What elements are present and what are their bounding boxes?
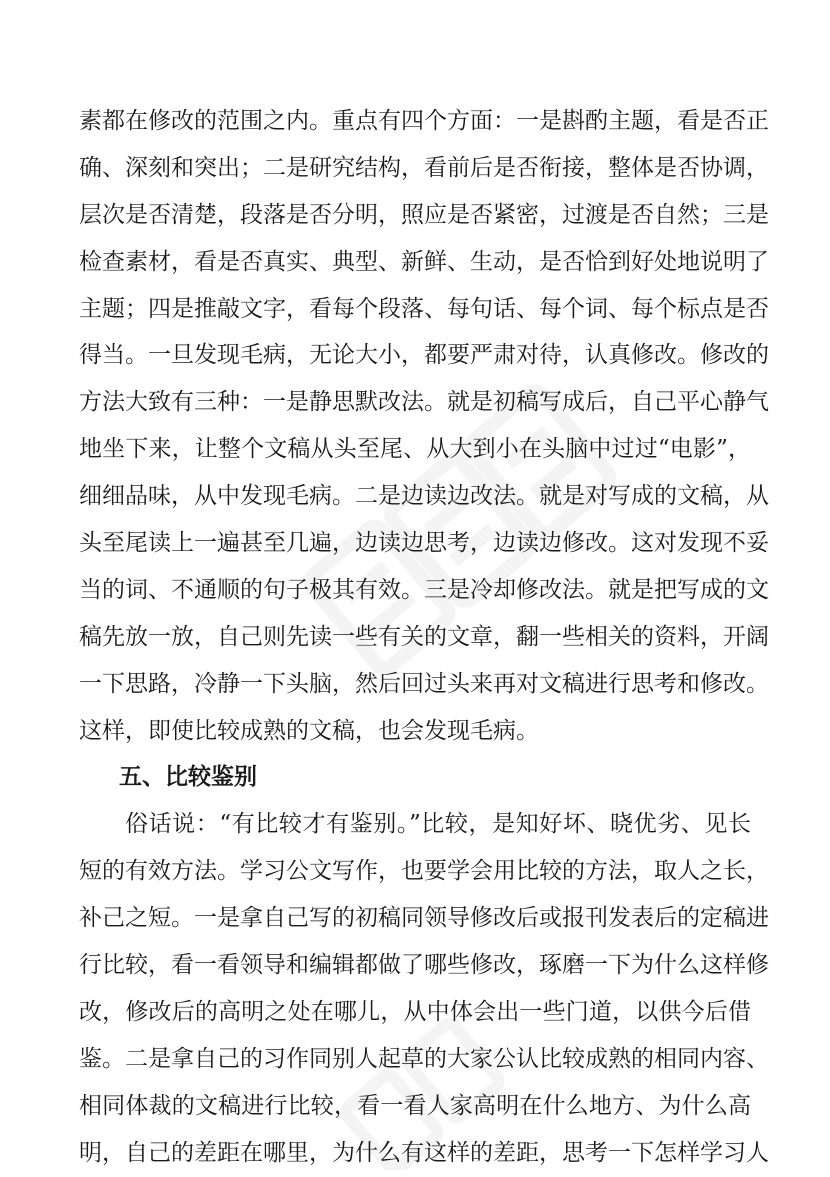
text-line: 稿先放一放，自己则先读一些有关的文章，翻一些相关的资料，开阔: [79, 623, 769, 650]
text-line: 检查素材，看是否真实、典型、新鲜、生动，是否恰到好处地说明了: [79, 248, 769, 275]
text-line: 行比较，看一看领导和编辑都做了哪些修改，琢磨一下为什么这样修: [79, 952, 769, 979]
text-line: 确、深刻和突出；二是研究结构，看前后是否衔接，整体是否协调，: [79, 154, 769, 181]
text-line: 短的有效方法。学习公文写作，也要学会用比较的方法，取人之长，: [79, 858, 769, 885]
text-line: 主题；四是推敲文字，看每个段落、每句话、每个词、每个标点是否: [79, 295, 769, 322]
paragraph-continued: [79, 98, 769, 754]
text-line: 俗话说：“有比较才有鉴别。”比较，是知好坏、晓优劣、见长: [125, 811, 751, 838]
text-line: 一下思路，冷静一下头脑，然后回过头来再对文稿进行思考和修改。: [79, 670, 769, 697]
paragraph-comparison: [79, 801, 769, 1176]
text-line: 素都在修改的范围之内。重点有四个方面：一是斟酌主题，看是否正: [79, 108, 769, 134]
text-line: 方法大致有三种：一是静思默改法。就是初稿写成后，自己平心静气: [79, 389, 769, 416]
section-heading: 五、比较鉴别: [119, 764, 257, 791]
text-line: 头至尾读上一遍甚至几遍，边读边思考，边读边修改。这对发现不妥: [79, 530, 769, 557]
text-line: 得当。一旦发现毛病，无论大小，都要严肃对待，认真修改。修改的: [79, 342, 769, 369]
text-line: 鉴。二是拿自己的习作同别人起草的大家公认比较成熟的相同内容、: [79, 1045, 769, 1072]
document-body: [79, 98, 769, 1176]
text-line: 层次是否清楚，段落是否分明，照应是否紧密，过渡是否自然；三是: [79, 201, 769, 228]
text-line: 相同体裁的文稿进行比较，看一看人家高明在什么地方、为什么高: [79, 1092, 751, 1119]
text-line: 当的词、不通顺的句子极其有效。三是冷却修改法。就是把写成的文: [79, 576, 769, 603]
text-line: 这样，即使比较成熟的文稿，也会发现毛病。: [79, 717, 539, 744]
text-line: 改，修改后的高明之处在哪儿，从中体会出一些门道，以供今后借: [79, 998, 751, 1025]
text-line: 地坐下来，让整个文稿从头至尾、从大到小在头脑中过过“电影”，: [79, 436, 751, 463]
text-line: 明，自己的差距在哪里，为什么有这样的差距，思考一下怎样学习人: [79, 1139, 769, 1166]
text-line: 补己之短。一是拿自己写的初稿同领导修改后或报刊发表后的定稿进: [79, 905, 769, 932]
text-line: 细细品味，从中发现毛病。二是边读边改法。就是对写成的文稿，从: [79, 483, 769, 510]
